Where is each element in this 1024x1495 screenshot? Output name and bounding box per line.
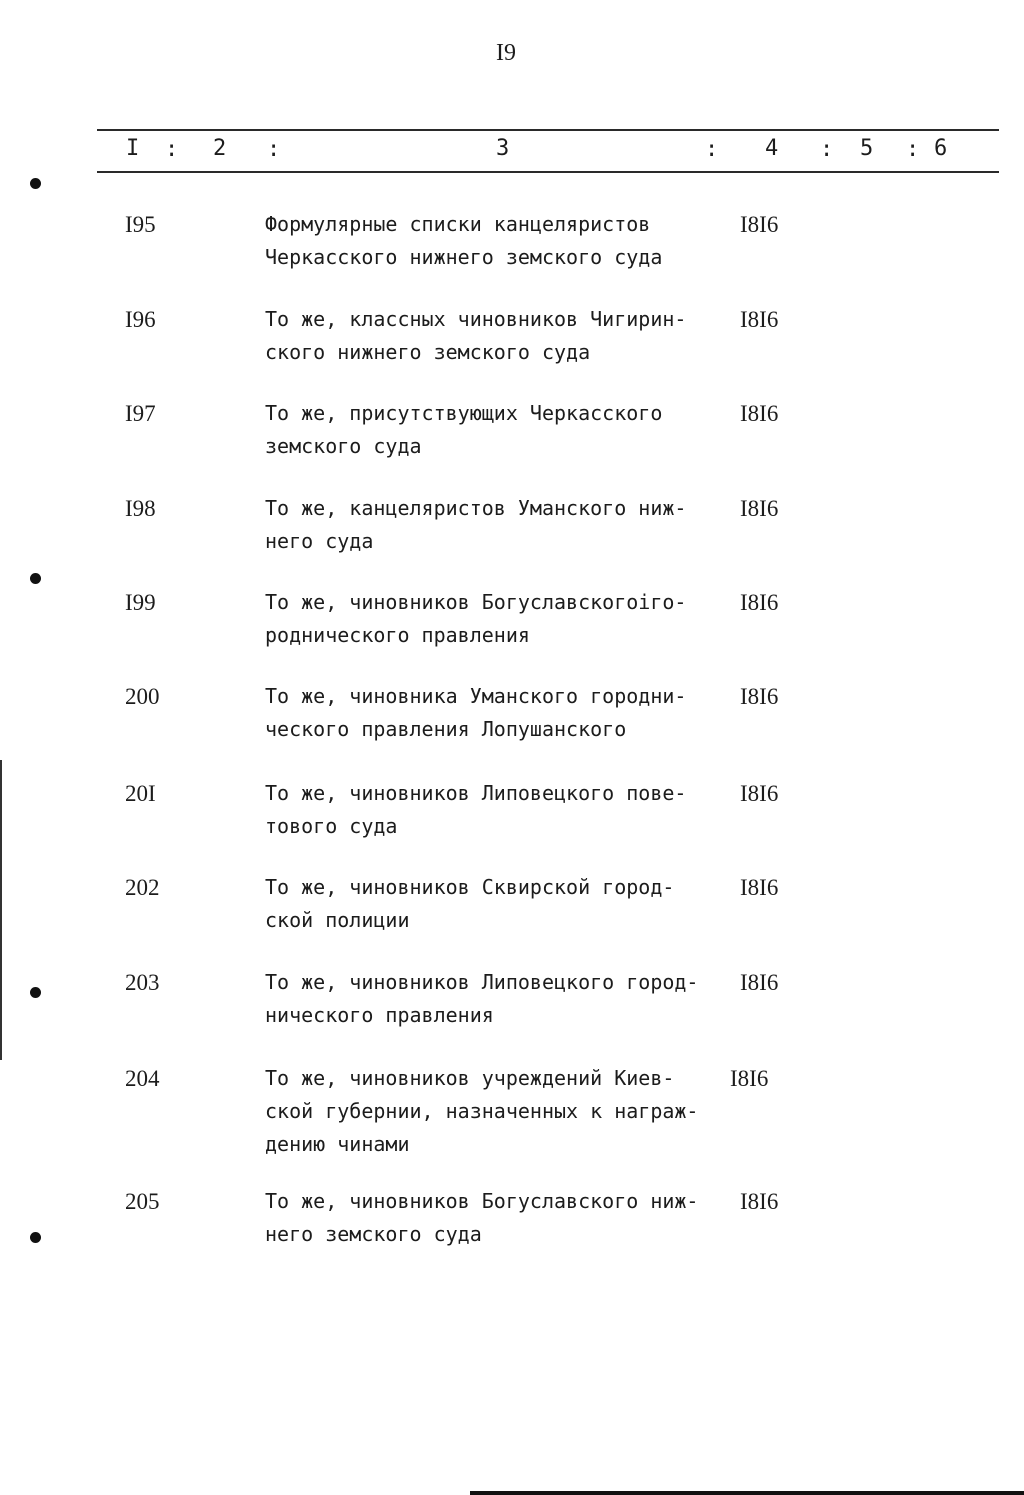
header-separator: :	[267, 137, 281, 162]
row-year: I8I6	[740, 970, 779, 995]
page-edge-mark	[0, 760, 2, 1060]
row-description: То же, чиновников Липовецкого пове- тового суда	[265, 781, 687, 838]
row-year: I8I6	[740, 496, 779, 521]
row-year: I8I6	[740, 875, 779, 900]
row-description: То же, канцеляристов Уманского ниж- него суда	[265, 496, 687, 553]
punch-hole-mark	[30, 987, 41, 998]
row-year: I8I6	[740, 684, 779, 709]
row-description: То же, классных чиновников Чигирин- ского нижнего земского суда	[265, 307, 687, 364]
header-separator: :	[906, 137, 920, 162]
row-number: I95	[125, 212, 156, 237]
row-number: I98	[125, 496, 156, 521]
header-col-5: 5	[860, 136, 874, 161]
row-number: I99	[125, 590, 156, 615]
row-year: I8I6	[730, 1066, 769, 1091]
row-year: I8I6	[740, 781, 779, 806]
punch-hole-mark	[30, 573, 41, 584]
header-col-3: 3	[496, 136, 510, 161]
row-description: То же, чиновников Богуславского ниж- него земского суда	[265, 1189, 699, 1246]
punch-hole-mark	[30, 1232, 41, 1243]
header-col-6: 6	[934, 136, 948, 161]
row-year: I8I6	[740, 1189, 779, 1214]
row-number: 203	[125, 970, 160, 995]
header-rule-bottom	[97, 171, 999, 173]
header-rule-top	[97, 129, 999, 131]
row-description: То же, чиновников Сквирской город- ской полиции	[265, 875, 675, 932]
punch-hole-mark	[30, 178, 41, 189]
row-number: 20I	[125, 781, 156, 806]
row-year: I8I6	[740, 212, 779, 237]
row-number: I96	[125, 307, 156, 332]
header-separator: :	[820, 137, 834, 162]
row-description: То же, чиновников Липовецкого город- нического правления	[265, 970, 699, 1027]
row-year: I8I6	[740, 590, 779, 615]
header-separator: :	[165, 137, 179, 162]
row-description: То же, чиновника Уманского городни- ческого правления Лопушанского	[265, 684, 687, 741]
row-year: I8I6	[740, 401, 779, 426]
row-number: 205	[125, 1189, 160, 1214]
row-description: То же, присутствующих Черкасского земского суда	[265, 401, 663, 458]
row-description: То же, чиновников Богуславскогоiго- роднического правления	[265, 590, 687, 647]
header-col-2: 2	[213, 136, 227, 161]
row-year: I8I6	[740, 307, 779, 332]
row-number: I97	[125, 401, 156, 426]
page-number: I9	[496, 40, 516, 66]
row-number: 202	[125, 875, 160, 900]
header-separator: :	[705, 137, 719, 162]
row-number: 200	[125, 684, 160, 709]
page-bottom-edge	[470, 1491, 1024, 1495]
row-description: Формулярные списки канцеляристов Черкасского нижнего земского суда	[265, 212, 663, 269]
header-col-4: 4	[765, 136, 779, 161]
row-number: 204	[125, 1066, 160, 1091]
row-description: То же, чиновников учреждений Киев- ской губернии, назначенных к награж- дению чинами	[265, 1066, 699, 1156]
header-col-1: I	[126, 136, 140, 161]
